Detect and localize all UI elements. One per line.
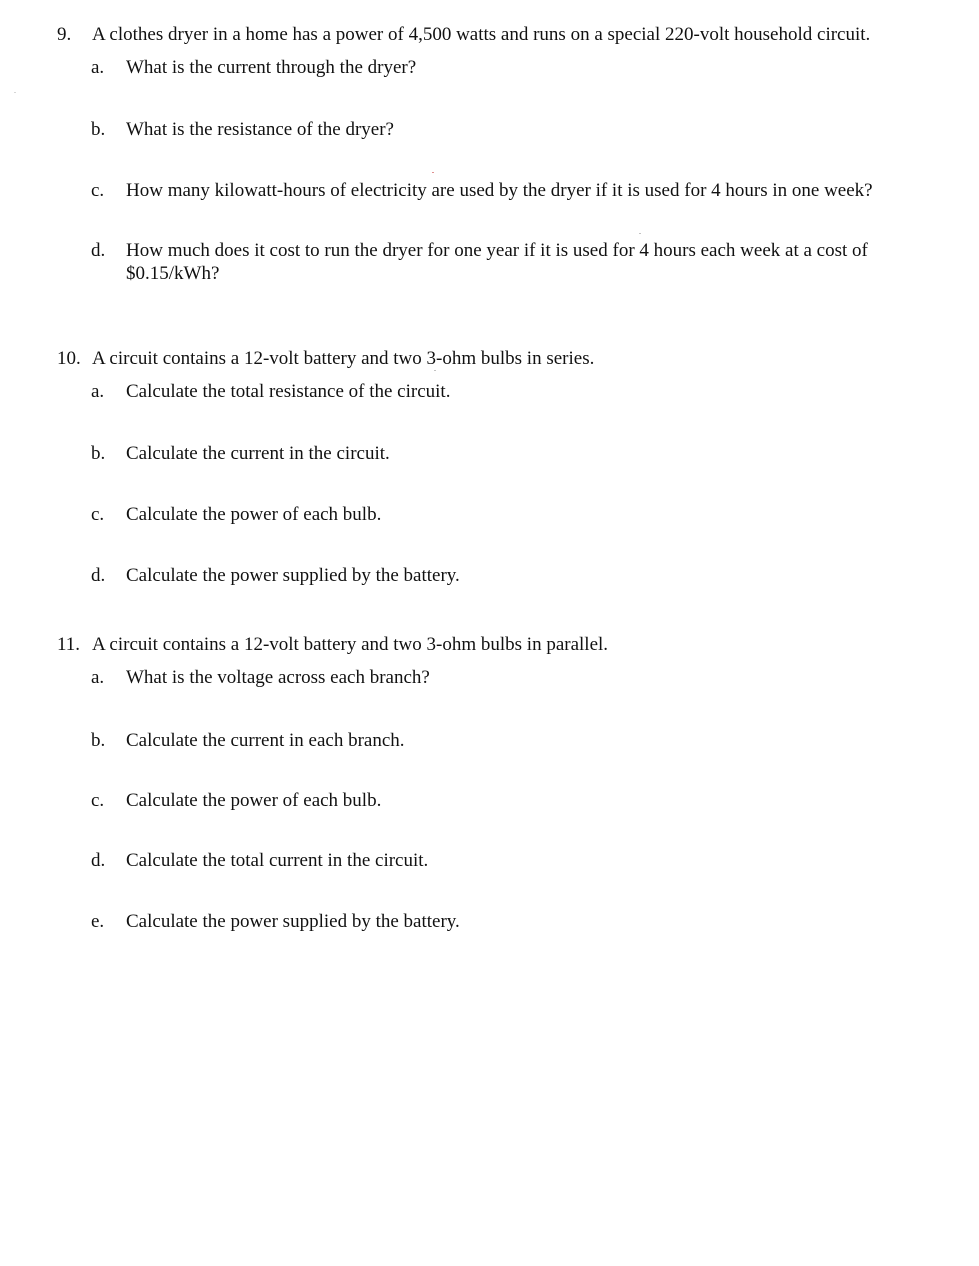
part-letter: a. (91, 381, 105, 402)
part-text: What is the voltage across each branch? (126, 667, 430, 688)
part-text: Calculate the power of each bulb. (126, 790, 382, 811)
part-letter: c. (91, 504, 105, 525)
part-text: Calculate the current in the circuit. (126, 443, 390, 464)
part-text: How much does it cost to run the dryer for one year if it is used for 4 hours each week at a cost of $0.15/kWh? (126, 240, 868, 284)
question-number: 9. (57, 24, 72, 45)
part-letter: d. (91, 565, 106, 586)
question-number: 11. (57, 634, 81, 655)
scan-speck (434, 370, 436, 371)
part-text: Calculate the power supplied by the battery. (126, 565, 460, 586)
scan-speck (639, 233, 641, 234)
question-text: A circuit contains a 12-volt battery and two 3-ohm bulbs in parallel. (92, 634, 609, 655)
part-text: Calculate the power of each bulb. (126, 504, 382, 525)
part-letter: a. (91, 667, 105, 688)
part-letter: d. (91, 240, 106, 261)
part-text: How many kilowatt-hours of electricity are used by the dryer if it is used for 4 hours in one week? (126, 180, 873, 201)
scan-speck (432, 172, 434, 173)
part-letter: b. (91, 730, 106, 751)
part-letter: c. (91, 790, 105, 811)
part-letter: b. (91, 119, 106, 140)
part-text: What is the current through the dryer? (126, 57, 417, 78)
part-text: Calculate the current in each branch. (126, 730, 405, 751)
scan-speck (14, 92, 16, 93)
part-text: What is the resistance of the dryer? (126, 119, 394, 140)
part-letter: a. (91, 57, 105, 78)
part-letter: d. (91, 850, 106, 871)
question-number: 10. (57, 348, 81, 369)
part-text: Calculate the power supplied by the battery. (126, 911, 460, 932)
part-letter: c. (91, 180, 105, 201)
part-letter: b. (91, 443, 106, 464)
part-letter: e. (91, 911, 105, 932)
part-text: Calculate the total current in the circuit. (126, 850, 429, 871)
part-text: Calculate the total resistance of the circuit. (126, 381, 451, 402)
question-text: A circuit contains a 12-volt battery and two 3-ohm bulbs in series. (92, 348, 595, 369)
question-text: A clothes dryer in a home has a power of 4,500 watts and runs on a special 220-volt household circuit. (92, 24, 871, 45)
